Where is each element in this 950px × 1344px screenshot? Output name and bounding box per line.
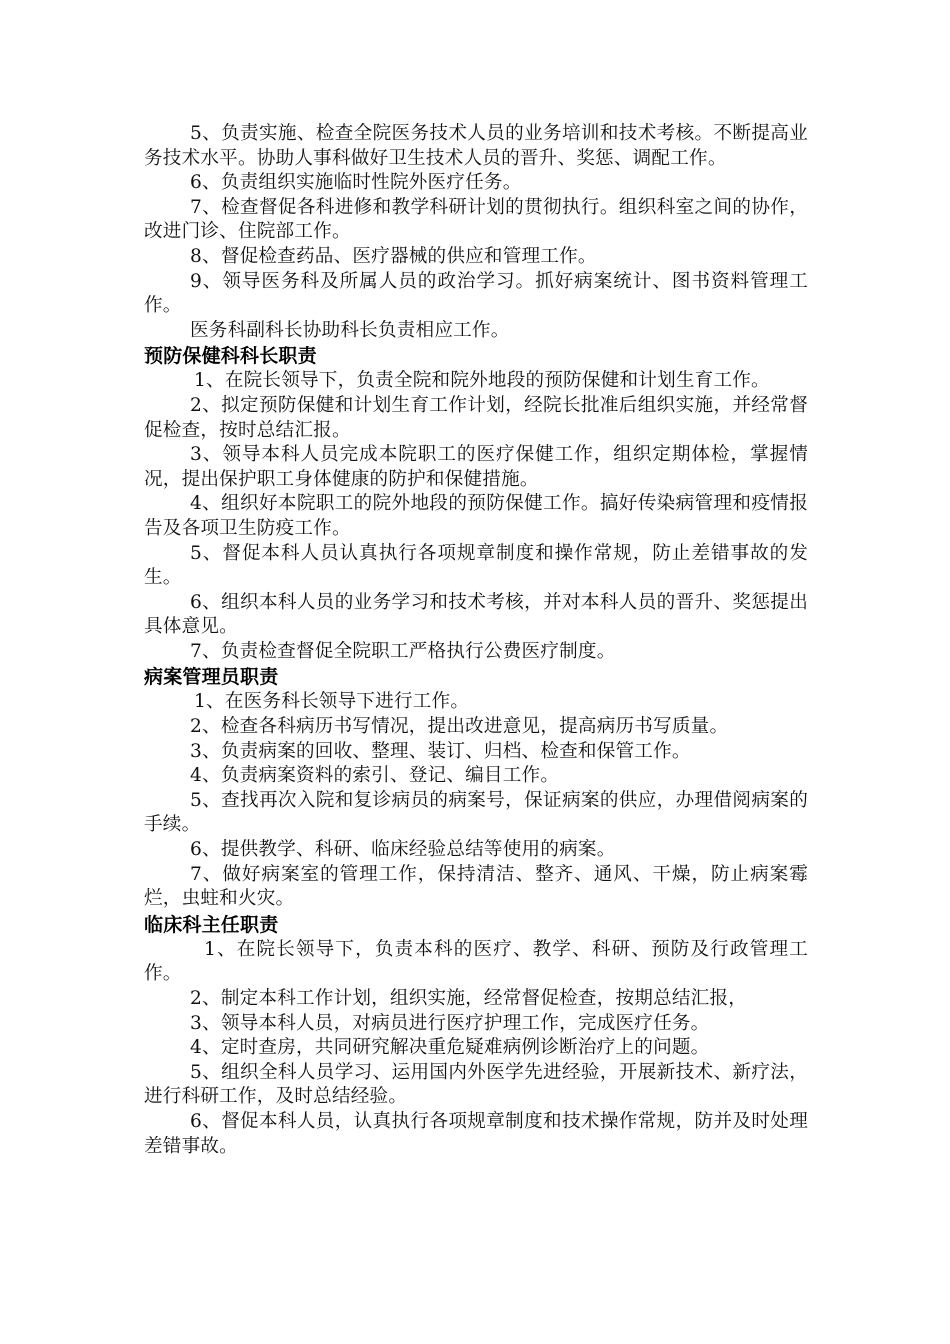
section-heading: 临床科主任职责	[144, 913, 279, 936]
paragraph: 2、拟定预防保健和计划生育工作计划，经院长批准后组织实施，并经常督促检查，按时总结汇报。	[144, 394, 808, 441]
paragraph: 医务科副科长协助科长负责相应工作。	[190, 319, 510, 341]
paragraph: 5、查找再次入院和复诊病员的病案号，保证病案的供应，办理借阅病案的手续。	[144, 789, 808, 836]
paragraph: 7、检查督促各科进修和教学科研计划的贯彻执行。组织科室之间的协作，改进门诊、住院部工作。	[144, 196, 808, 243]
section-medical-records-clerk	[144, 664, 808, 911]
paragraph: 6、负责组织实施临时性院外医疗任务。	[190, 172, 522, 194]
section-heading: 病案管理员职责	[144, 666, 279, 689]
paragraph: 3、领导本科人员，对病员进行医疗护理工作，完成医疗任务。	[190, 1012, 710, 1034]
paragraph: 4、负责病案资料的索引、登记、编目工作。	[190, 765, 560, 787]
document-page	[144, 122, 808, 1159]
paragraph: 7、做好病案室的管理工作，保持清洁、整齐、通风、干燥，防止病案霉烂，虫蛀和火灾。	[144, 863, 808, 910]
paragraph: 1、在医务科长领导下进行工作。	[194, 691, 470, 713]
paragraph: 7、负责检查督促全院职工严格执行公费医疗制度。	[190, 640, 616, 662]
paragraph: 2、制定本科工作计划，组织实施，经常督促检查，按期总结汇报，	[190, 988, 748, 1009]
section-medical-affairs-continued	[144, 122, 808, 343]
section-preventive-care-chief	[144, 343, 808, 664]
paragraph: 2、检查各科病历书写情况，提出改进意见，提高病历书写质量。	[190, 716, 729, 738]
paragraph: 3、负责病案的回收、整理、装订、归档、检查和保管工作。	[190, 740, 691, 762]
paragraph: 5、组织全科人员学习、运用国内外医学先进经验，开展新技术、新疗法，进行科研工作，及时总结经验。	[144, 1061, 808, 1108]
paragraph: 8、督促检查药品、医疗器械的供应和管理工作。	[190, 245, 597, 267]
paragraph: 1、在院长领导下，负责本科的医疗、教学、科研、预防及行政管理工作。	[144, 938, 808, 985]
paragraph: 1、在院长领导下，负责全院和院外地段的预防保健和计划生育工作。	[194, 370, 770, 392]
paragraph: 4、组织好本院职工的院外地段的预防保健工作。搞好传染病管理和疫情报告及各项卫生防疫工作。	[144, 493, 808, 539]
paragraph: 6、提供教学、科研、临床经验总结等使用的病案。	[190, 839, 616, 861]
paragraph: 4、定时查房，共同研究解决重危疑难病例诊断治疗上的问题。	[190, 1037, 710, 1059]
paragraph: 6、督促本科人员，认真执行各项规章制度和技术操作常规，防并及时处理差错事故。	[144, 1110, 808, 1157]
paragraph: 3、领导本科人员完成本院职工的医疗保健工作，组织定期体检，掌握情况，提出保护职工身体健康的防护和保健措施。	[144, 444, 808, 490]
paragraph: 6、组织本科人员的业务学习和技术考核，并对本科人员的晋升、奖惩提出具体意见。	[144, 591, 808, 638]
paragraph: 9、领导医务科及所属人员的政治学习。抓好病案统计、图书资料管理工作。	[144, 270, 808, 317]
paragraph: 5、督促本科人员认真执行各项规章制度和操作常规，防止差错事故的发生。	[144, 542, 808, 589]
section-heading: 预防保健科科长职责	[144, 345, 317, 368]
paragraph: 5、负责实施、检查全院医务技术人员的业务培训和技术考核。不断提高业务技术水平。协助人事科做好卫生技术人员的晋升、奖惩、调配工作。	[144, 123, 808, 169]
section-clinical-department-director	[144, 912, 808, 1159]
